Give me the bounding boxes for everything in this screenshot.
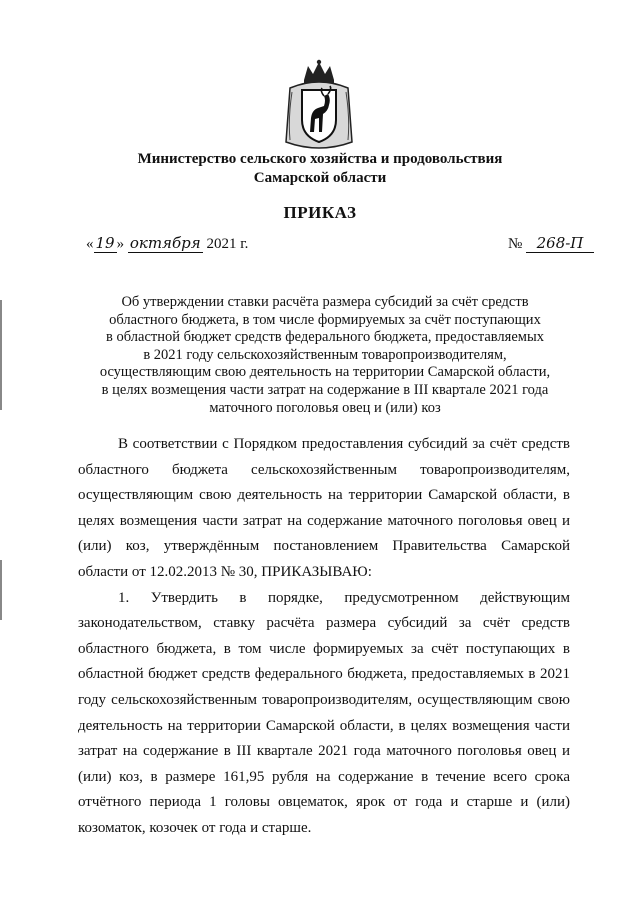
number-label: № (507, 236, 523, 252)
document-date (86, 234, 248, 253)
document-title (86, 294, 564, 417)
samara-coat-of-arms-icon (282, 58, 356, 154)
scan-edge-mark (0, 300, 2, 410)
date-quote-open: « (86, 236, 94, 252)
date-month: октября (129, 234, 201, 252)
ministry-name (60, 150, 580, 188)
body-paragraph: В соответствии с Порядком предоставления субсидий за счёт средств областного бюджета сельскохозяйственным товаропроизводителям, осуществляющим свою деятельность на территории Самарской области, в целях возмещения части затрат на содержание маточного поголовья овец и (или) коз, утверждённым постановлением Правительства Самарской области от 12.02.2013 № 30, ПРИКАЗЫВАЮ: (78, 436, 570, 580)
document-number (508, 234, 594, 253)
number-value: 268-П (526, 234, 594, 253)
ministry-line: Самарской области (253, 170, 387, 186)
date-quote-close: » (116, 236, 125, 252)
document-body (78, 432, 570, 842)
title-line: в 2021 году сельскохозяйственным товаропроизводителям, (143, 346, 507, 363)
title-line: Об утверждении ставки расчёта размера субсидий за счёт средств (121, 294, 529, 310)
title-line: маточного поголовья овец и (или) коз (209, 399, 441, 416)
body-paragraph: 1. Утвердить в порядке, предусмотренном действующим законодательством, ставку расчёта размера субсидий за счёт средств областного бюджета, в том числе формируемых за счёт поступающих в областной бюджет средств федерального бюджета, предоставляемых в 2021 году сельскохозяйственным товаропроизводителям, осуществляющим свою деятельность на территории Самарской области, в целях возмещения части затрат на содержание в III квартале 2021 года маточного поголовья овец и (или) коз, в размере 161,95 рубля на содержание в течение всего срока отчётного периода 1 головы овцематок, ярок от года и старше и (или) козоматок, козочек от года и старше. (78, 589, 570, 836)
title-line: в областной бюджет средств федерального бюджета, предоставляемых (106, 329, 544, 346)
title-line: осуществляющим свою деятельность на территории Самарской области, (99, 364, 551, 381)
ministry-line: Министерство сельского хозяйства и продовольствия (137, 151, 503, 167)
scan-edge-mark (0, 560, 2, 620)
date-day: 19 (95, 234, 115, 252)
title-line: областного бюджета, в том числе формируемых за счёт поступающих (109, 311, 541, 328)
date-year: 2021 г. (206, 236, 249, 252)
document-type-heading: ПРИКАЗ (283, 203, 357, 222)
title-line: в целях возмещения части затрат на содержание в III квартале 2021 года (101, 381, 549, 398)
